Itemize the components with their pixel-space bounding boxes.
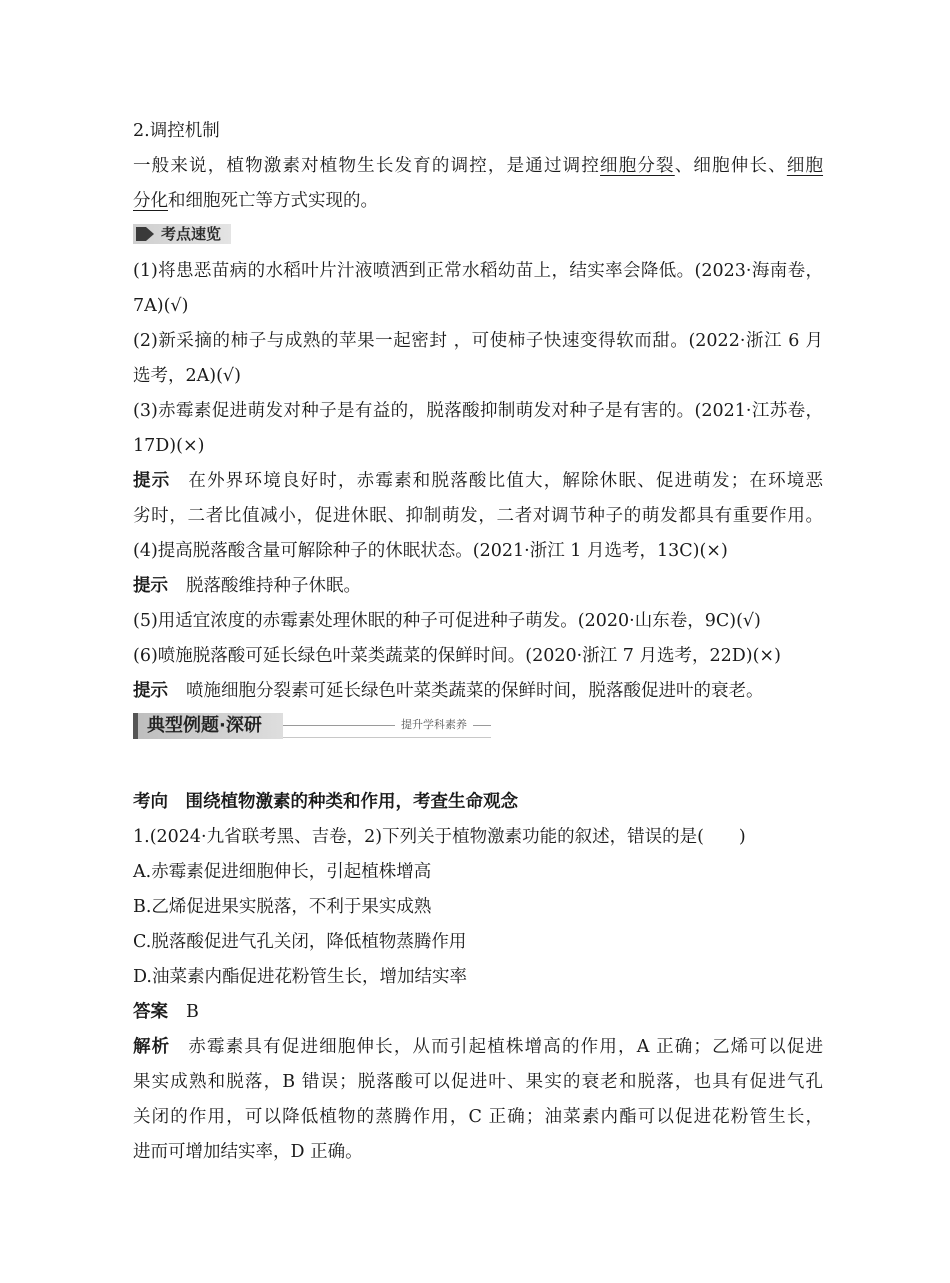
- section-heading: 2.调控机制: [133, 121, 220, 141]
- analysis-line-2: 果实成熟和脱落，B 错误；脱落酸可以促进叶、果实的衰老和脱落，也具有促进气孔: [133, 1072, 823, 1092]
- hint-label: 提示: [133, 471, 171, 491]
- option-d: D.油菜素内酯促进花粉管生长，增加结实率: [133, 967, 467, 987]
- hint-6: [133, 674, 823, 709]
- example-banner: [133, 713, 491, 739]
- answer-label: 答案: [133, 1002, 168, 1022]
- review-item-3-line-2: 17D)(×): [133, 436, 205, 456]
- example-banner-title: 典型例题·深研: [147, 715, 262, 736]
- option-a: A.赤霉素促进细胞伸长，引起植株增高: [133, 862, 432, 882]
- option-c: C.脱落酸促进气孔关闭，降低植物蒸腾作用: [133, 932, 467, 952]
- underlined-term-cell: 细胞: [786, 156, 824, 176]
- hint-label: 提示: [133, 681, 168, 701]
- example-banner-subtitle: 提升学科素养: [395, 716, 473, 734]
- review-item-1-line-2: 7A)(√): [133, 296, 189, 316]
- banner-block-icon: [136, 227, 146, 241]
- option-b: B.乙烯促进果实脱落，不利于果实成熟: [133, 897, 432, 917]
- hint-4: [133, 569, 823, 604]
- answer-line: [133, 995, 823, 1030]
- review-banner-label: 考点速览: [161, 225, 222, 243]
- banner-edge: [133, 713, 138, 739]
- para-text: 一般来说，植物激素对植物生长发育的调控，是通过调控: [133, 156, 601, 176]
- review-item-4: (4)提高脱落酸含量可解除种子的休眠状态。(2021·浙江 1 月选考，13C)(×): [133, 541, 728, 561]
- review-item-2-line-2: 选考，2A)(√): [133, 366, 241, 386]
- analysis-line-4: 进而可增加结实率，D 正确。: [133, 1142, 363, 1162]
- review-item-3-line-1: (3)赤霉素促进萌发对种子是有益的，脱落酸抑制萌发对种子是有害的。(2021·江苏卷，: [133, 401, 823, 421]
- para-text: 和细胞死亡等方式实现的。: [168, 191, 378, 211]
- review-banner: [133, 224, 231, 246]
- analysis-text: 赤霉素具有促进细胞伸长，从而引起植株增高的作用，A 正确；乙烯可以促进: [188, 1037, 824, 1057]
- analysis-label: 解析: [133, 1037, 171, 1057]
- question-stem: 1.(2024·九省联考黑、吉卷，2)下列关于植物激素功能的叙述，错误的是( ): [133, 827, 746, 847]
- analysis-line-1: [133, 1030, 823, 1065]
- review-item-1-line-1: (1)将患恶苗病的水稻叶片汁液喷洒到正常水稻幼苗上，结实率会降低。(2023·海南卷，: [133, 261, 823, 281]
- hint-3-line-2: 劣时，二者比值减小，促进休眠、抑制萌发，二者对调节种子的萌发都具有重要作用。: [133, 506, 823, 526]
- banner-rule-lower: [283, 737, 491, 738]
- underlined-term-differentiation: 分化: [133, 191, 168, 211]
- document-page: [133, 114, 823, 1170]
- hint-label: 提示: [133, 576, 168, 596]
- paragraph-line-1: [133, 149, 823, 184]
- hint-text: 在外界环境良好时，赤霉素和脱落酸比值大，解除休眠、促进萌发；在环境恶: [188, 471, 824, 491]
- analysis-line-3: 关闭的作用，可以降低植物的蒸腾作用，C 正确；油菜素内酯可以促进花粉管生长，: [133, 1107, 823, 1127]
- underlined-term-cell-division: 细胞分裂: [600, 156, 675, 176]
- paragraph-line-2: [133, 184, 823, 219]
- exam-direction: 考向 围绕植物激素的种类和作用，考查生命观念: [133, 792, 518, 812]
- answer-value: B: [186, 1002, 199, 1022]
- review-item-6: (6)喷施脱落酸可延长绿色叶菜类蔬菜的保鲜时间。(2020·浙江 7 月选考，22D)(×): [133, 646, 781, 666]
- banner-arrow-icon: [146, 227, 154, 241]
- para-text: 、细胞伸长、: [674, 156, 787, 176]
- review-item-2-line-1: (2)新采摘的柿子与成熟的苹果一起密封 ，可使柿子快速变得软而甜。(2022·浙江 6 月: [133, 331, 823, 351]
- hint-3-line-1: [133, 464, 823, 499]
- hint-text: 喷施细胞分裂素可延长绿色叶菜类蔬菜的保鲜时间，脱落酸促进叶的衰老。: [186, 681, 764, 701]
- hint-text: 脱落酸维持种子休眠。: [186, 576, 361, 596]
- review-item-5: (5)用适宜浓度的赤霉素处理休眠的种子可促进种子萌发。(2020·山东卷，9C)(√): [133, 611, 761, 631]
